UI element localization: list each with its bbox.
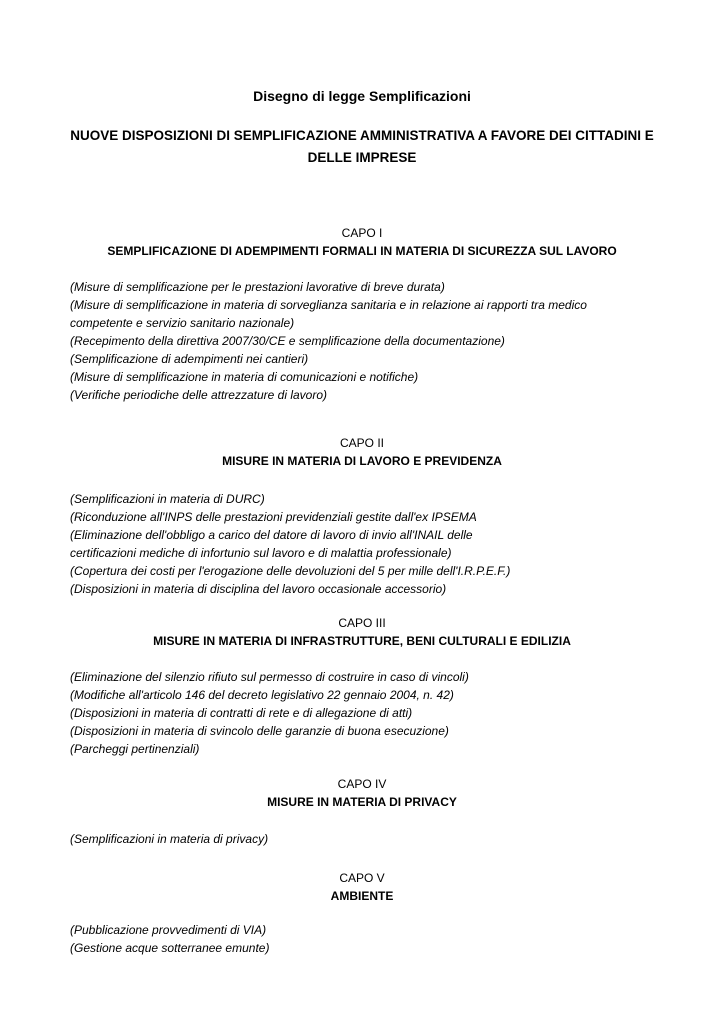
chapter-number: CAPO IV	[337, 777, 387, 791]
chapter-4-header	[0, 775, 724, 811]
list-item: (Recepimento della direttiva 2007/30/CE e semplificazione della documentazione)	[70, 334, 505, 348]
list-item: (Gestione acque sotterranee emunte)	[70, 941, 270, 955]
chapter-heading: SEMPLIFICAZIONE DI ADEMPIMENTI FORMALI IN MATERIA DI SICUREZZA SUL LAVORO	[107, 244, 617, 258]
chapter-1-header	[0, 224, 724, 260]
list-item: (Pubblicazione provvedimenti di VIA)	[70, 923, 267, 937]
list-item: (Semplificazione di adempimenti nei cantieri)	[70, 352, 309, 366]
chapter-heading: AMBIENTE	[330, 889, 394, 903]
chapter-2-items	[70, 490, 670, 598]
chapter-number: CAPO III	[338, 616, 386, 630]
chapter-2-header	[0, 434, 724, 470]
chapter-5-header	[0, 869, 724, 905]
list-item: (Disposizioni in materia di contratti di rete e di allegazione di atti)	[70, 706, 413, 720]
chapter-3-items	[70, 668, 670, 758]
list-item: (Disposizioni in materia di disciplina del lavoro occasionale accessorio)	[70, 582, 447, 596]
chapter-3-header	[0, 614, 724, 650]
list-item: (Misure di semplificazione per le prestazioni lavorative di breve durata)	[70, 280, 445, 294]
chapter-number: CAPO I	[341, 226, 383, 240]
chapter-heading: MISURE IN MATERIA DI PRIVACY	[267, 795, 457, 809]
document-subtitle: NUOVE DISPOSIZIONI DI SEMPLIFICAZIONE AMMINISTRATIVA A FAVORE DEI CITTADINI E DELLE IMPRESE	[70, 128, 654, 165]
list-item: (Eliminazione dell'obbligo a carico del datore di lavoro di invio all'INAIL delle	[70, 528, 473, 542]
list-item: (Riconduzione all'INPS delle prestazioni previdenziali gestite dall'ex IPSEMA	[70, 510, 477, 524]
list-item: competente e servizio sanitario nazionale)	[70, 316, 295, 330]
list-item: (Semplificazioni in materia di DURC)	[70, 492, 265, 506]
chapter-number: CAPO V	[339, 871, 385, 885]
chapter-5-items	[70, 921, 670, 957]
list-item: (Eliminazione del silenzio rifiuto sul permesso di costruire in caso di vincoli)	[70, 670, 469, 684]
list-item: (Modifiche all'articolo 146 del decreto legislativo 22 gennaio 2004, n. 42)	[70, 688, 454, 702]
list-item: (Misure di semplificazione in materia di comunicazioni e notifiche)	[70, 370, 419, 384]
list-item: (Disposizioni in materia di svincolo delle garanzie di buona esecuzione)	[70, 724, 449, 738]
list-item: (Verifiche periodiche delle attrezzature di lavoro)	[70, 388, 328, 402]
chapter-heading: MISURE IN MATERIA DI INFRASTRUTTURE, BENI CULTURALI E EDILIZIA	[153, 634, 571, 648]
chapter-heading: MISURE IN MATERIA DI LAVORO E PREVIDENZA	[222, 454, 502, 468]
list-item: certificazioni mediche di infortunio sul lavoro e di malattia professionale)	[70, 546, 452, 560]
chapter-1-items	[70, 278, 670, 404]
chapter-4-items	[70, 830, 670, 848]
document-title: Disegno di legge Semplificazioni	[253, 88, 471, 104]
chapter-number: CAPO II	[339, 436, 384, 450]
list-item: (Copertura dei costi per l'erogazione delle devoluzioni del 5 per mille dell'I.R.P.E.F.)	[70, 564, 511, 578]
list-item: (Parcheggi pertinenziali)	[70, 742, 200, 756]
list-item: (Semplificazioni in materia di privacy)	[70, 832, 269, 846]
list-item: (Misure di semplificazione in materia di sorveglianza sanitaria e in relazione ai rapporti tra medico	[70, 298, 587, 312]
